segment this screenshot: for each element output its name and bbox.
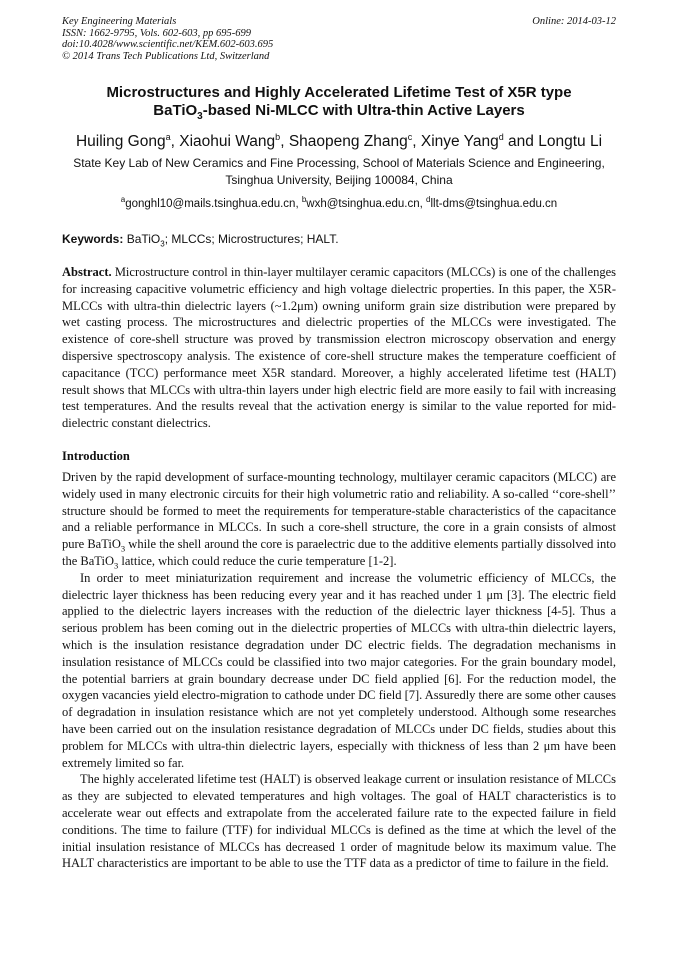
keywords-rest: ; MLCCs; Microstructures; HALT.: [164, 232, 339, 246]
email: $^a$gonghl10@mails.tsinghua.edu.cn,: [120, 195, 302, 210]
keywords-label: Keywords:: [62, 232, 124, 246]
author: Xiaohui Wang$^b$,: [179, 132, 289, 151]
title-line-2: [40, 102, 638, 126]
journal-name: Key Engineering Materials: [62, 16, 177, 27]
copyright-line: © 2014 Trans Tech Publications Ltd, Switzerland: [62, 50, 270, 62]
affiliation: [40, 155, 638, 189]
author-list: [40, 128, 638, 151]
email-list: [40, 193, 638, 211]
abstract-text: Microstructure control in thin-layer multilayer ceramic capacitors (MLCCs) is one of the challenges for increasing capacitive volumetric efficiency and high voltage dielectric properties. In this paper, the X5R-MLCCs with ultra-thin dielectric layers (~1.2μm) owning uniform grain size distribution were prepared by wet casting process. The microstructures and dielectric properties of the MLCCs were investigated. The existence of core-shell structure was proved by transmission electron microscopy observation and energy dispersive spectroscopy analysis. The existence of core-shell structure makes the temperature coefficient of capacitance (TCC) performance meet X5R standard. Moreover, a highly accelerated lifetime test (HALT) result shows that MLCCs with ultra-thin layers under high electric field are more easily to fail with increasing test temperatures. And the results reveal that the activation energy is similar to the value reported for mid-dielectric constant dielectrics.: [62, 265, 616, 431]
paragraph: In order to meet miniaturization requirement and increase the volumetric efficiency of MLCCs, the dielectric layer thickness has been reducing every year and it has reached under 1 μm [3]. The electric field applied to the dielectric layers increases with the reduction of the dielectric layer thickness [4-5]. Thus a serious problem has been coming out in the dielectric properties of MLCCs with ultra-thin dielectric layers, which is the insulation resistance degradation under DC electric fields. The degradation mechanisms in insulation resistance of MLCCs could be classified into two major categories. For the grain boundary model, the potential barriers at grain boundary decrease under DC field applied [6]. For the reduction model, the oxygen vacancies yield electro-migration to cathode under DC field [7]. Assuredly there are some other causes of degradation in insulation resistance which are not yet completely understood. Although some researches have been carried out on the insulation resistance degradation of MLCCs under DC fields, studies about this problem for MLCCs with ultra-thin dielectric layers, especially with thickness of less than 2 μm have been extremely limited so far.: [62, 570, 616, 770]
abstract-label: Abstract.: [62, 265, 112, 279]
paragraph: The highly accelerated lifetime test (HALT) is observed leakage current or insulation resistance of MLCCs as they are subjected to elevated temperatures and high voltages. The goal of HALT characteristics is to accelerate wear out effects and extrapolate from the accelerated failure rate to the expected failure in field conditions. The time to failure (TTF) for individual MLCCs is defined as the time at which the level of the initial insulation resistance of MLCCs has decreased 1 order of magnitude below its maximum value. The HALT characteristics are important to be able to use the TTF data as a predictor of time to failure in the field.: [62, 772, 616, 871]
keyword-formula-subscript: 3: [160, 239, 165, 249]
section-heading-introduction: Introduction: [62, 449, 130, 463]
title-formula-subscript: 3: [197, 111, 203, 122]
issn-line: ISSN: 1662-9795, Vols. 602-603, pp 695-699: [62, 27, 251, 39]
affiliation-line-2: Tsinghua University, Beijing 100084, China: [225, 173, 453, 187]
author: Shaopeng Zhang$^c$,: [288, 132, 421, 151]
title-formula: BaTiO: [153, 102, 198, 119]
author: Huiling Gong$^a$,: [75, 132, 180, 151]
journal-header: [62, 16, 273, 62]
keywords: [62, 232, 339, 251]
paper-title: [40, 84, 638, 126]
email: $^d$llt-dms@tsinghua.edu.cn: [426, 195, 558, 210]
author: Xinye Yang$^d$ and: [420, 132, 539, 151]
keyword-formula: BaTiO: [123, 232, 161, 246]
doi-line: doi:10.4028/www.scientific.net/KEM.602-603.695: [62, 39, 274, 51]
abstract: [62, 264, 616, 432]
paragraph: Driven by the rapid development of surface-mounting technology, multilayer ceramic capacitors (MLCC) are widely used in many electronic circuits for their high volumetric ratio and reliability. A so-called ‘‘core-shell’’ structure should be formed to meet the requirements for temperature-stable characteristics of the capacitance and a reliable performance in MLCCs. In such a core-shell structure, the core in a grain consists of almost pure BaTiO$_3$ while the shell around the core is paraelectric due to the additive elements partially dissolved into the BaTiO$_3$ lattice, which could reduce the curie temperature [1-2].: [62, 470, 616, 571]
online-date: Online: 2014-03-12: [532, 16, 616, 27]
introduction-body: [62, 469, 616, 872]
author: Longtu Li: [538, 133, 603, 151]
title-line-2-rest: -based Ni-MLCC with Ultra-thin Active Layers: [202, 102, 525, 119]
title-line-1: Microstructures and Highly Accelerated Lifetime Test of X5R type: [106, 84, 572, 101]
email: $^b$wxh@tsinghua.edu.cn,: [301, 195, 427, 210]
affiliation-line-1: State Key Lab of New Ceramics and Fine Processing, School of Materials Science and Engineering,: [73, 156, 605, 170]
